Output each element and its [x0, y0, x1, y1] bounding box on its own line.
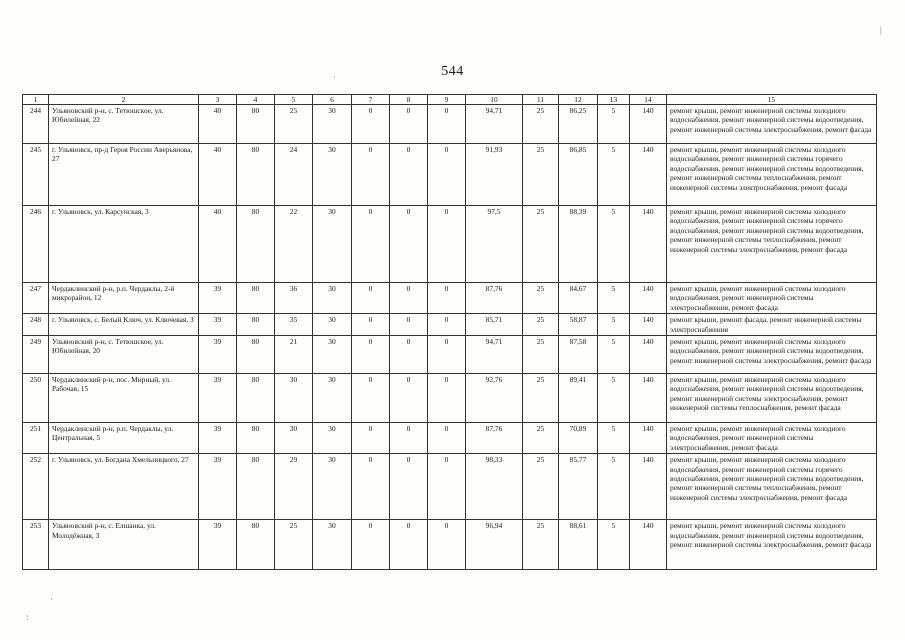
value-cell: 0: [390, 374, 428, 423]
row-number-cell: 252: [23, 454, 49, 520]
value-cell: 39: [199, 423, 237, 454]
works-cell: ремонт крыши, ремонт инженерной системы холодного водоснабжения, ремонт инженерной системы горячего водоснабжения, ремонт инженерной системы водоотведения, ремонт инженерной системы теплоснабжения, ремонт инженерной системы электроснабжения, ремонт фасада: [667, 144, 877, 206]
value-cell: 0: [428, 105, 466, 144]
value-cell: 85,71: [466, 314, 523, 336]
value-cell: 80: [237, 336, 275, 374]
works-cell: ремонт крыши, ремонт инженерной системы холодного водоснабжения, ремонт инженерной системы водоотведения, ремонт инженерной системы электроснабжения, ремонт фасада: [667, 520, 877, 570]
scan-mark: ·: [333, 72, 336, 82]
value-cell: 0: [428, 314, 466, 336]
value-cell: 30: [313, 423, 352, 454]
value-cell: 0: [352, 454, 390, 520]
value-cell: 0: [352, 144, 390, 206]
value-cell: 5: [598, 105, 630, 144]
column-header: 1: [23, 95, 49, 105]
column-header: 3: [199, 95, 237, 105]
value-cell: 84,67: [559, 283, 598, 314]
value-cell: 92,76: [466, 374, 523, 423]
value-cell: 25: [523, 520, 559, 570]
value-cell: 0: [352, 105, 390, 144]
value-cell: 140: [630, 423, 667, 454]
value-cell: 0: [352, 336, 390, 374]
table-row: [23, 314, 877, 336]
table-header-row: [23, 95, 877, 105]
value-cell: 0: [390, 206, 428, 283]
value-cell: 5: [598, 520, 630, 570]
table-row: [23, 454, 877, 520]
value-cell: 140: [630, 283, 667, 314]
value-cell: 85,77: [559, 454, 598, 520]
value-cell: 5: [598, 144, 630, 206]
value-cell: 80: [237, 105, 275, 144]
row-number-cell: 244: [23, 105, 49, 144]
column-header: 14: [630, 95, 667, 105]
column-header: 4: [237, 95, 275, 105]
value-cell: 39: [199, 374, 237, 423]
table-row: [23, 336, 877, 374]
value-cell: 40: [199, 105, 237, 144]
works-cell: ремонт крыши, ремонт инженерной системы холодного водоснабжения, ремонт инженерной системы электроснабжения, ремонт фасада: [667, 283, 877, 314]
scan-mark: :: [26, 612, 29, 622]
address-cell: г. Ульяновск, с. Белый Ключ, ул. Ключевая, 3: [49, 314, 199, 336]
column-header: 7: [352, 95, 390, 105]
column-header: 8: [390, 95, 428, 105]
value-cell: 140: [630, 105, 667, 144]
value-cell: 87,76: [466, 283, 523, 314]
value-cell: 5: [598, 374, 630, 423]
value-cell: 0: [428, 374, 466, 423]
column-header: 2: [49, 95, 199, 105]
column-header: 9: [428, 95, 466, 105]
table-row: [23, 105, 877, 144]
address-cell: Чердаклинский р-н, р.п. Чердаклы, ул. Центральная, 5: [49, 423, 199, 454]
value-cell: 39: [199, 520, 237, 570]
column-header: 11: [523, 95, 559, 105]
value-cell: 29: [275, 454, 313, 520]
column-header: 6: [313, 95, 352, 105]
value-cell: 25: [523, 454, 559, 520]
value-cell: 0: [390, 144, 428, 206]
value-cell: 0: [428, 336, 466, 374]
value-cell: 5: [598, 336, 630, 374]
works-cell: ремонт крыши, ремонт инженерной системы холодного водоснабжения, ремонт инженерной системы водоотведения, ремонт инженерной системы электроснабжения, ремонт инженерной системы теплоснабжения, ремонт фасада: [667, 374, 877, 423]
value-cell: 140: [630, 374, 667, 423]
value-cell: 140: [630, 454, 667, 520]
row-number-cell: 250: [23, 374, 49, 423]
value-cell: 87,76: [466, 423, 523, 454]
value-cell: 35: [275, 314, 313, 336]
address-cell: Ульяновский р-н, с. Тетюшское, ул. Юбилейная, 20: [49, 336, 199, 374]
value-cell: 0: [390, 105, 428, 144]
value-cell: 0: [428, 144, 466, 206]
value-cell: 25: [523, 314, 559, 336]
value-cell: 0: [428, 283, 466, 314]
value-cell: 25: [523, 144, 559, 206]
value-cell: 140: [630, 520, 667, 570]
value-cell: 39: [199, 283, 237, 314]
address-cell: Ульяновский р-н, с. Елшанка, ул. Молодёжная, 3: [49, 520, 199, 570]
value-cell: 30: [313, 206, 352, 283]
table-row: [23, 520, 877, 570]
address-cell: г. Ульяновск, ул. Карсунская, 3: [49, 206, 199, 283]
value-cell: 86,25: [559, 105, 598, 144]
scan-mark: |: [880, 25, 882, 35]
value-cell: 0: [390, 336, 428, 374]
column-header: 13: [598, 95, 630, 105]
address-cell: Ульяновский р-н, с. Тетюшское, ул. Юбилейная, 22: [49, 105, 199, 144]
value-cell: 80: [237, 423, 275, 454]
value-cell: 24: [275, 144, 313, 206]
value-cell: 140: [630, 336, 667, 374]
value-cell: 25: [275, 520, 313, 570]
value-cell: 58,87: [559, 314, 598, 336]
value-cell: 0: [390, 520, 428, 570]
value-cell: 30: [313, 283, 352, 314]
row-number-cell: 251: [23, 423, 49, 454]
value-cell: 40: [199, 144, 237, 206]
column-header: 12: [559, 95, 598, 105]
row-number-cell: 245: [23, 144, 49, 206]
value-cell: 30: [313, 520, 352, 570]
row-number-cell: 249: [23, 336, 49, 374]
value-cell: 30: [313, 105, 352, 144]
value-cell: 0: [428, 206, 466, 283]
value-cell: 97,5: [466, 206, 523, 283]
value-cell: 80: [237, 144, 275, 206]
address-cell: г. Ульяновск, ул. Богдана Хмельницкого, 27: [49, 454, 199, 520]
table-row: [23, 206, 877, 283]
value-cell: 39: [199, 314, 237, 336]
address-cell: г. Ульяновск, пр-д Героя России Аверьянова, 27: [49, 144, 199, 206]
value-cell: 5: [598, 206, 630, 283]
value-cell: 0: [352, 374, 390, 423]
value-cell: 0: [390, 423, 428, 454]
value-cell: 0: [352, 423, 390, 454]
table-body: [23, 105, 877, 570]
value-cell: 21: [275, 336, 313, 374]
value-cell: 80: [237, 374, 275, 423]
value-cell: 140: [630, 144, 667, 206]
address-cell: Чердаклинский р-н, пос. Мирный, ул. Рабочая, 15: [49, 374, 199, 423]
value-cell: 25: [523, 336, 559, 374]
table-row: [23, 144, 877, 206]
value-cell: 25: [275, 105, 313, 144]
value-cell: 94,71: [466, 105, 523, 144]
value-cell: 91,93: [466, 144, 523, 206]
value-cell: 25: [523, 105, 559, 144]
value-cell: 30: [313, 374, 352, 423]
value-cell: 40: [199, 206, 237, 283]
value-cell: 25: [523, 206, 559, 283]
value-cell: 80: [237, 314, 275, 336]
value-cell: 30: [313, 454, 352, 520]
row-number-cell: 247: [23, 283, 49, 314]
value-cell: 30: [275, 374, 313, 423]
value-cell: 80: [237, 206, 275, 283]
value-cell: 96,94: [466, 520, 523, 570]
value-cell: 0: [428, 520, 466, 570]
column-header: 5: [275, 95, 313, 105]
value-cell: 140: [630, 314, 667, 336]
works-cell: ремонт крыши, ремонт фасада, ремонт инженерной системы электроснабжения: [667, 314, 877, 336]
works-cell: ремонт крыши, ремонт инженерной системы холодного водоснабжения, ремонт инженерной системы горячего водоснабжения, ремонт инженерной системы водоотведения, ремонт инженерной системы теплоснабжения, ремонт инженерной системы электроснабжения, ремонт фасада: [667, 454, 877, 520]
table-row: [23, 283, 877, 314]
value-cell: 5: [598, 314, 630, 336]
value-cell: 22: [275, 206, 313, 283]
table-row: [23, 423, 877, 454]
value-cell: 0: [428, 454, 466, 520]
column-header: 15: [667, 95, 877, 105]
value-cell: 88,39: [559, 206, 598, 283]
value-cell: 25: [523, 423, 559, 454]
value-cell: 36: [275, 283, 313, 314]
column-header: 10: [466, 95, 523, 105]
row-number-cell: 253: [23, 520, 49, 570]
value-cell: 0: [390, 314, 428, 336]
row-number-cell: 246: [23, 206, 49, 283]
value-cell: 30: [313, 336, 352, 374]
value-cell: 0: [390, 283, 428, 314]
value-cell: 0: [352, 520, 390, 570]
works-cell: ремонт крыши, ремонт инженерной системы холодного водоснабжения, ремонт инженерной системы горячего водоснабжения, ремонт инженерной системы водоотведения, ремонт инженерной системы теплоснабжения, ремонт инженерной системы электроснабжения, ремонт фасада: [667, 206, 877, 283]
value-cell: 25: [523, 374, 559, 423]
value-cell: 98,33: [466, 454, 523, 520]
works-cell: ремонт крыши, ремонт инженерной системы холодного водоснабжения, ремонт инженерной системы водоотведения, ремонт инженерной системы электроснабжения, ремонт фасада: [667, 336, 877, 374]
value-cell: 80: [237, 520, 275, 570]
works-cell: ремонт крыши, ремонт инженерной системы холодного водоснабжения, ремонт инженерной системы водоотведения, ремонт инженерной системы электроснабжения, ремонт фасада: [667, 105, 877, 144]
value-cell: 0: [352, 206, 390, 283]
value-cell: 94,71: [466, 336, 523, 374]
value-cell: 25: [523, 283, 559, 314]
value-cell: 70,89: [559, 423, 598, 454]
value-cell: 140: [630, 206, 667, 283]
row-number-cell: 248: [23, 314, 49, 336]
value-cell: 89,41: [559, 374, 598, 423]
value-cell: 80: [237, 283, 275, 314]
register-table: [22, 94, 877, 570]
value-cell: 39: [199, 454, 237, 520]
value-cell: 5: [598, 423, 630, 454]
value-cell: 88,61: [559, 520, 598, 570]
works-cell: ремонт крыши, ремонт инженерной системы холодного водоснабжения, ремонт инженерной системы электроснабжения, ремонт фасада: [667, 423, 877, 454]
address-cell: Чердаклинский р-н, р.п. Чердаклы, 2-й микрорайон, 12: [49, 283, 199, 314]
table-row: [23, 374, 877, 423]
value-cell: 30: [275, 423, 313, 454]
scan-mark: ·: [50, 594, 53, 604]
value-cell: 0: [352, 314, 390, 336]
value-cell: 80: [237, 454, 275, 520]
value-cell: 0: [352, 283, 390, 314]
value-cell: 39: [199, 336, 237, 374]
value-cell: 5: [598, 454, 630, 520]
value-cell: 30: [313, 144, 352, 206]
page-number: 544: [441, 64, 464, 79]
value-cell: 0: [428, 423, 466, 454]
value-cell: 30: [313, 314, 352, 336]
value-cell: 5: [598, 283, 630, 314]
value-cell: 87,58: [559, 336, 598, 374]
value-cell: 86,85: [559, 144, 598, 206]
value-cell: 0: [390, 454, 428, 520]
